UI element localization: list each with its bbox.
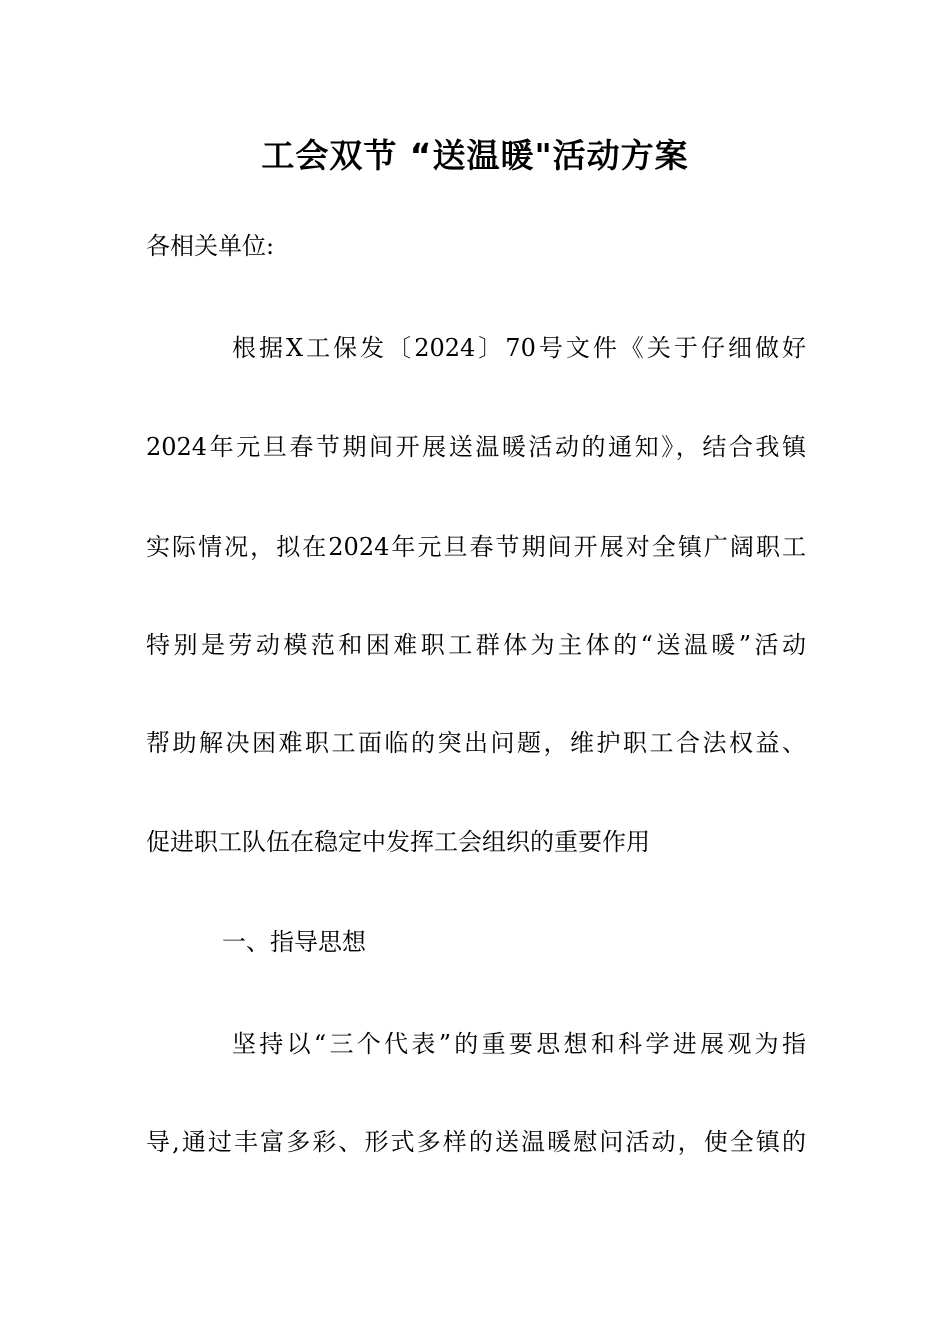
section-heading: 一、指导思想	[222, 928, 366, 956]
paragraph-line: 特别是劳动模范和困难职工群体为主体的“送温暖”活动	[146, 631, 806, 659]
paragraph-line: 根据X工保发〔2024〕70号文件《关于仔细做好	[232, 334, 806, 362]
salutation: 各相关单位:	[146, 232, 275, 260]
paragraph-line: 2024年元旦春节期间开展送温暖活动的通知》，结合我镇	[146, 433, 806, 461]
paragraph-line: 促进职工队伍在稳定中发挥工会组织的重要作用	[146, 828, 650, 856]
paragraph-line: 坚持以“三个代表”的重要思想和科学进展观为指	[232, 1030, 806, 1058]
document-title: 工会双节 “送温暖"活动方案	[261, 136, 689, 175]
paragraph-line: 实际情况，拟在2024年元旦春节期间开展对全镇广阔职工	[146, 533, 806, 561]
paragraph-line: 导,通过丰富多彩、形式多样的送温暖慰问活动，使全镇的	[146, 1128, 806, 1156]
paragraph-line: 帮助解决困难职工面临的突出问题，维护职工合法权益、	[146, 729, 806, 757]
